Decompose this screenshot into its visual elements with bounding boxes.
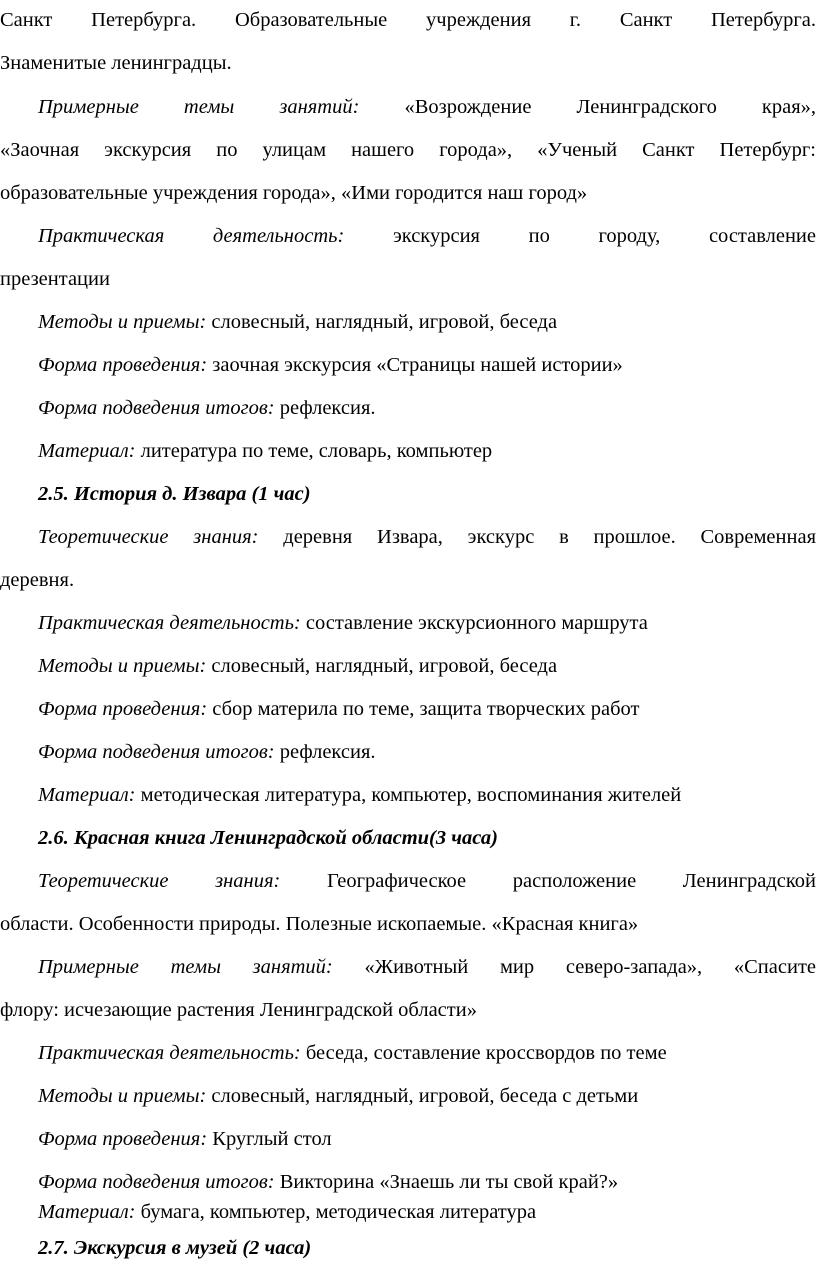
section-title: 2.6. Красная книга Ленинградской области(3 часа) <box>38 827 498 849</box>
field-label: Форма проведения: <box>38 1128 208 1150</box>
field-label: Методы и приемы: <box>38 1085 207 1107</box>
text-line <box>0 396 816 420</box>
line-text: Географическое расположение Ленинградской <box>280 870 816 892</box>
text-line <box>0 138 816 162</box>
text-line <box>0 1200 816 1224</box>
text-line <box>0 912 816 936</box>
section-heading <box>0 826 816 850</box>
field-label: Примерные темы занятий: <box>38 96 360 118</box>
text-line <box>0 998 816 1022</box>
line-text: Знаменитые ленинградцы. <box>0 52 232 74</box>
text-line <box>0 51 816 75</box>
field-label: Форма подведения итогов: <box>38 741 275 763</box>
text-line <box>0 267 816 291</box>
text-line <box>0 955 816 979</box>
text-line <box>0 224 816 248</box>
field-label: Форма проведения: <box>38 698 208 720</box>
text-line <box>0 611 816 635</box>
field-label: Форма проведения: <box>38 354 208 376</box>
line-text: «Заочная экскурсия по улицам нашего города», «Ученый Санкт Петербург: <box>0 139 816 161</box>
line-text: Санкт Петербурга. Образовательные учреждения г. Санкт Петербурга. <box>0 9 816 31</box>
text-line <box>0 439 816 463</box>
text-line <box>0 8 816 32</box>
section-title: 2.7. Экскурсия в музей (2 часа) <box>38 1237 312 1259</box>
line-text: экскурсия по городу, составление <box>344 225 816 247</box>
field-label: Теоретические знания: <box>38 526 259 548</box>
text-line <box>0 740 816 764</box>
field-label: Материал: <box>38 1201 136 1223</box>
text-line <box>0 353 816 377</box>
field-label: Примерные темы занятий: <box>38 956 333 978</box>
line-text: сбор материла по теме, защита творческих работ <box>207 698 640 720</box>
line-text: заочная экскурсия «Страницы нашей истории» <box>207 354 623 376</box>
field-label: Материал: <box>38 784 136 806</box>
text-line <box>0 310 816 334</box>
line-text: презентации <box>0 268 110 290</box>
field-label: Практическая деятельность: <box>38 225 345 247</box>
text-line <box>0 783 816 807</box>
field-label: Практическая деятельность: <box>38 1042 301 1064</box>
line-text: области. Особенности природы. Полезные ископаемые. «Красная книга» <box>0 913 639 935</box>
line-text: составление экскурсионного маршрута <box>300 612 648 634</box>
text-line <box>0 568 816 592</box>
text-line <box>0 869 816 893</box>
line-text: Викторина «Знаешь ли ты свой край?» <box>274 1171 619 1193</box>
text-line <box>0 1127 816 1151</box>
text-line <box>0 1170 816 1194</box>
field-label: Форма подведения итогов: <box>38 1171 275 1193</box>
line-text: деревня. <box>0 569 75 591</box>
line-text: «Возрождение Ленинградского края», <box>359 96 816 118</box>
line-text: словесный, наглядный, игровой, беседа <box>206 311 558 333</box>
section-heading <box>0 482 816 506</box>
field-label: Теоретические знания: <box>38 870 281 892</box>
section-heading <box>0 1236 816 1260</box>
text-line <box>0 181 816 205</box>
field-label: Материал: <box>38 440 136 462</box>
section-title: 2.5. История д. Извара (1 час) <box>38 483 311 505</box>
line-text: рефлексия. <box>274 397 376 419</box>
text-line <box>0 697 816 721</box>
line-text: деревня Извара, экскурс в прошлое. Современная <box>258 526 816 548</box>
line-text: словесный, наглядный, игровой, беседа <box>206 655 558 677</box>
field-label: Методы и приемы: <box>38 311 207 333</box>
line-text: методическая литература, компьютер, воспоминания жителей <box>135 784 682 806</box>
line-text: беседа, составление кроссвордов по теме <box>300 1042 667 1064</box>
text-line <box>0 1041 816 1065</box>
text-line <box>0 654 816 678</box>
line-text: флору: исчезающие растения Ленинградской области» <box>0 999 477 1021</box>
text-line <box>0 525 816 549</box>
line-text: «Животный мир северо-запада», «Спасите <box>332 956 816 978</box>
line-text: литература по теме, словарь, компьютер <box>135 440 493 462</box>
line-text: образовательные учреждения города», «Ими городится наш город» <box>0 182 588 204</box>
text-line <box>0 95 816 119</box>
line-text: Круглый стол <box>207 1128 332 1150</box>
field-label: Форма подведения итогов: <box>38 397 275 419</box>
line-text: рефлексия. <box>274 741 376 763</box>
line-text: словесный, наглядный, игровой, беседа с детьми <box>206 1085 639 1107</box>
field-label: Методы и приемы: <box>38 655 207 677</box>
field-label: Практическая деятельность: <box>38 612 301 634</box>
text-line <box>0 1084 816 1108</box>
line-text: бумага, компьютер, методическая литература <box>135 1201 537 1223</box>
